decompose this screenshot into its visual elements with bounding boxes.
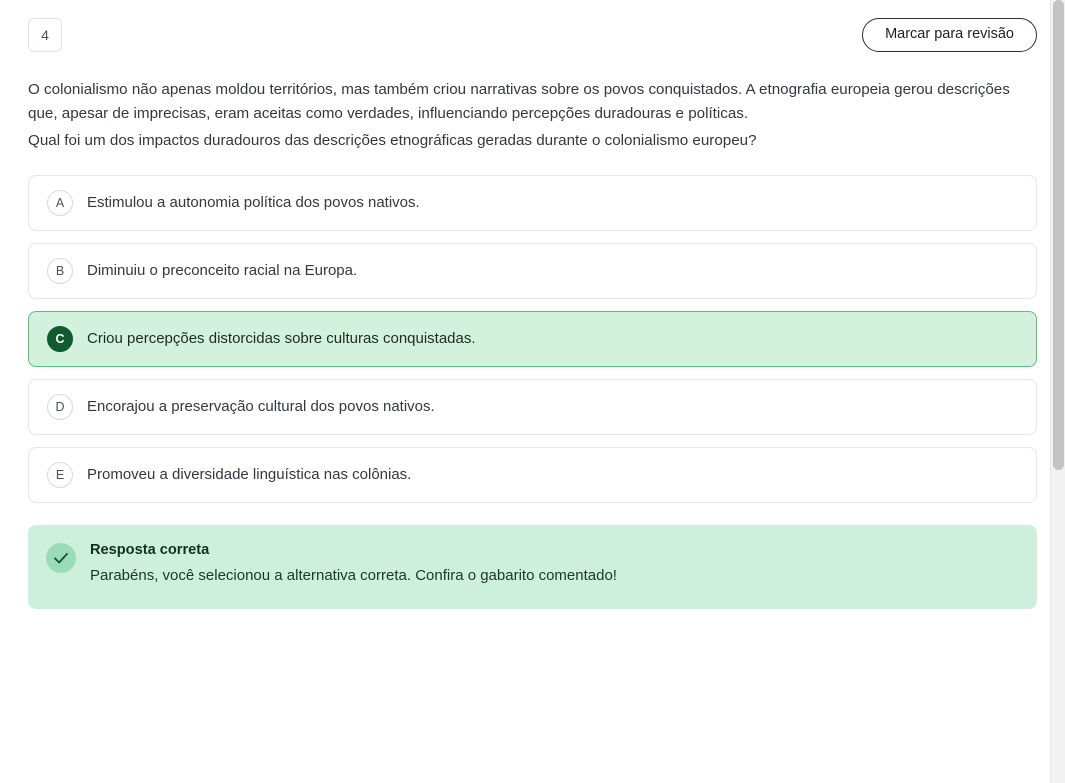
question-number-badge: 4 xyxy=(28,18,62,52)
scrollbar-thumb[interactable] xyxy=(1053,0,1064,470)
alternative-letter: D xyxy=(47,394,73,420)
alternatives-list xyxy=(28,175,1037,503)
alternative-option-c[interactable] xyxy=(28,311,1037,367)
check-icon xyxy=(46,543,76,573)
correct-answer-feedback xyxy=(28,525,1037,609)
feedback-title: Resposta correta xyxy=(90,541,210,558)
alternative-text: Criou percepções distorcidas sobre culturas conquistadas. xyxy=(87,330,476,348)
alternative-text: Encorajou a preservação cultural dos povos nativos. xyxy=(87,398,435,416)
feedback-text: Parabéns, você selecionou a alternativa correta. Confira o gabarito comentado! xyxy=(90,566,617,584)
question-statement-text: O colonialismo não apenas moldou territórios, mas também criou narrativas sobre os povos conquistados. A etnografia europeia gerou descrições que, apesar de imprecisas, eram aceitas como verdades, influenciando percepções duradouras e políticas. xyxy=(28,81,1010,122)
alternative-text: Estimulou a autonomia política dos povos nativos. xyxy=(87,194,420,212)
alternative-text: Promoveu a diversidade linguística nas colônias. xyxy=(87,466,412,484)
question-header xyxy=(28,18,1037,52)
alternative-letter: C xyxy=(47,326,73,352)
alternative-letter: E xyxy=(47,462,73,488)
question-prompt: Qual foi um dos impactos duradouros das descrições etnográficas geradas durante o colonialismo europeu? xyxy=(28,132,757,150)
alternative-option-d[interactable] xyxy=(28,379,1037,435)
alternative-letter: B xyxy=(47,258,73,284)
vertical-scrollbar[interactable] xyxy=(1050,0,1065,783)
alternative-letter: A xyxy=(47,190,73,216)
feedback-body xyxy=(90,541,617,586)
alternative-option-a[interactable] xyxy=(28,175,1037,231)
alternative-text: Diminuiu o preconceito racial na Europa. xyxy=(87,262,358,280)
mark-for-review-button[interactable]: Marcar para revisão xyxy=(862,18,1037,52)
question-statement xyxy=(28,78,1028,125)
alternative-option-b[interactable] xyxy=(28,243,1037,299)
alternative-option-e[interactable] xyxy=(28,447,1037,503)
